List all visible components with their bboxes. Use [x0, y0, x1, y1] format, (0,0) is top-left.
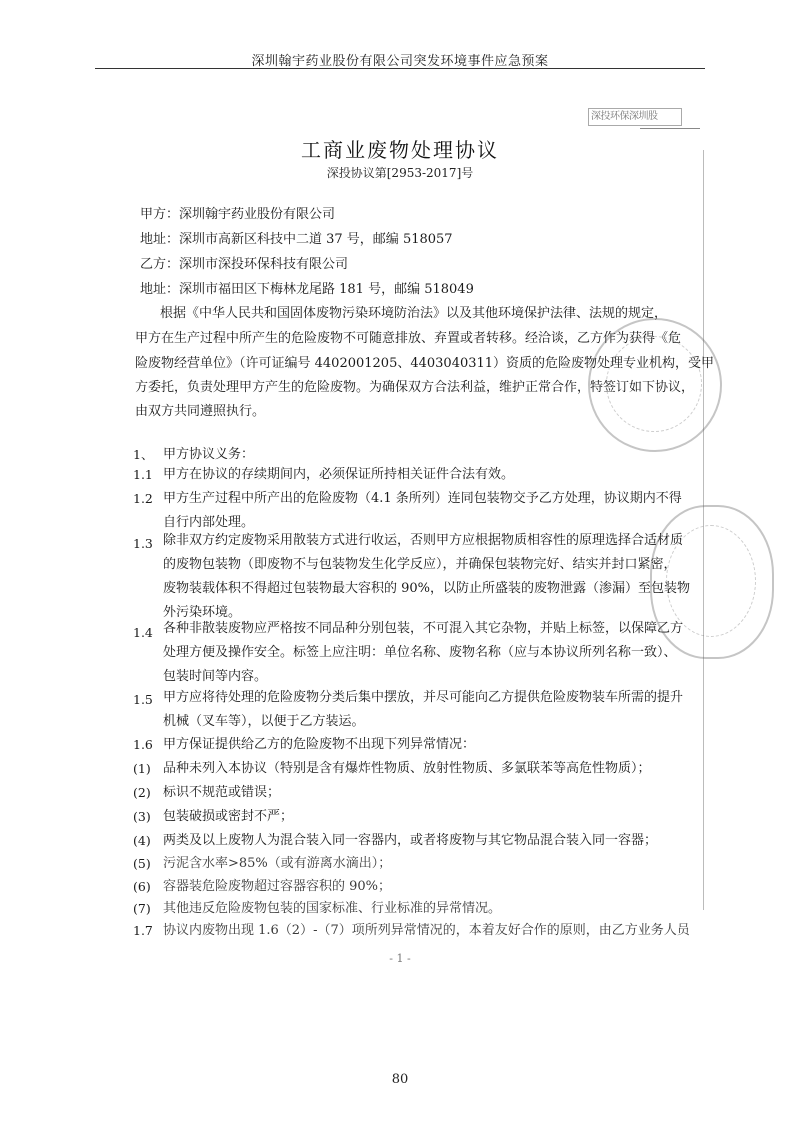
clause-line: 各种非散装废物应严格按不同品种分别包装，不可混入其它杂物，并贴上标签，以保障乙方 [163, 621, 684, 636]
abnormal-item: 容器装危险废物超过容器容积的 90%； [163, 879, 392, 894]
header-divider [95, 68, 705, 69]
clause-line: 自行内部处理。 [163, 515, 255, 530]
inner-page-mark: - 1 - [389, 952, 411, 965]
abnormal-number: (4) [133, 833, 151, 848]
abnormal-number: (7) [133, 901, 151, 916]
abnormal-number: (3) [133, 809, 151, 824]
clause-line: 包装时间等内容。 [163, 669, 268, 684]
clause-line: 除非双方约定废物采用散装方式进行收运，否则甲方应根据物质相容性的原理选择合适材质 [163, 533, 684, 548]
clause-line: 甲方生产过程中所产出的危险废物（4.1 条所列）连同包装物交予乙方处理，协议期内不得 [163, 491, 682, 506]
clause-number: 1.5 [133, 692, 153, 707]
clause-line: 甲方在协议的存续期间内，必须保证所持相关证件合法有效。 [163, 467, 515, 482]
intro-line: 根据《中华人民共和国固体废物污染环境防治法》以及其他环境保护法律、法规的规定， [160, 306, 668, 321]
abnormal-item: 品种未列入本协议（特别是含有爆炸性物质、放射性物质、多氯联苯等高危性物质）； [163, 761, 651, 776]
clause-line: 协议内废物出现 1.6（2）-（7）项所列异常情况的，本着友好合作的原则，由乙方业务人员 [163, 923, 690, 938]
abnormal-number: (1) [133, 761, 151, 776]
clause-line: 甲方应将待处理的危险废物分类后集中摆放，并尽可能向乙方提供危险废物装车所需的提升 [163, 690, 684, 705]
intro-line: 甲方在生产过程中所产生的危险废物不可随意排放、弃置或者转移。经洽谈，乙方作为获得《危 [135, 331, 682, 346]
clause-line: 废物装载体积不得超过包装物最大容积的 90%，以防止所盛装的废物泄露（渗漏）至包装物 [163, 581, 691, 596]
clause-line: 处理方便及操作安全。标签上应注明：单位名称、废物名称（应与本协议所列名称一致）、 [163, 645, 677, 660]
intro-line: 由双方共同遵照执行。 [135, 404, 266, 419]
abnormal-number: (2) [133, 785, 151, 800]
clause-number: 1.3 [133, 536, 153, 551]
party-a: 甲方：深圳翰宇药业股份有限公司 [140, 207, 336, 222]
clause-line: 外污染环境。 [163, 605, 242, 620]
clause-line: 机械（叉车等），以便于乙方装运。 [163, 714, 365, 729]
party-a-address: 地址：深圳市高新区科技中二道 37 号，邮编 518057 [140, 232, 453, 247]
abnormal-number: (6) [133, 879, 151, 894]
clause-number: 1.7 [133, 923, 153, 938]
agreement-number: 深投协议第[2953-2017]号 [326, 166, 474, 180]
page-number: 80 [391, 1072, 409, 1087]
frame-line [640, 128, 700, 129]
section-title: 甲方协议义务： [163, 447, 255, 462]
stamp-mark: 深投环保深圳股 [588, 108, 682, 126]
clause-line: 甲方保证提供给乙方的危险废物不出现下列异常情况： [163, 737, 476, 752]
scan-edge-line [703, 150, 704, 910]
section-number: 1、 [133, 447, 154, 462]
clause-number: 1.6 [133, 737, 153, 752]
party-b-address: 地址：深圳市福田区下梅林龙尾路 181 号，邮编 518049 [140, 282, 474, 297]
abnormal-item: 其他违反危险废物包装的国家标准、行业标准的异常情况。 [163, 901, 502, 916]
party-b: 乙方：深圳市深投环保科技有限公司 [140, 257, 349, 272]
agreement-title: 工商业废物处理协议 [301, 138, 499, 162]
abnormal-item: 标识不规范或错误； [163, 785, 281, 800]
clause-line: 的废物包装物（即废物不与包装物发生化学反应），并确保包装物完好、结实并封口紧密， [163, 557, 677, 572]
document-header-title: 深圳翰宇药业股份有限公司突发环境事件应急预案 [251, 54, 549, 69]
clause-number: 1.2 [133, 491, 153, 506]
clause-number: 1.1 [133, 467, 153, 482]
clause-number: 1.4 [133, 625, 153, 640]
intro-line: 险废物经营单位》（许可证编号 4402001205、4403040311）资质的危险废物处理专业机构，受甲 [135, 356, 715, 371]
abnormal-item: 包装破损或密封不严； [163, 809, 294, 824]
abnormal-item: 污泥含水率>85%（或有游离水滴出）； [163, 856, 392, 871]
intro-line: 方委托，负责处理甲方产生的危险废物。为确保双方合法利益，维护正常合作，特签订如下协议， [135, 380, 695, 395]
abnormal-number: (5) [133, 856, 151, 871]
abnormal-item: 两类及以上废物人为混合装入同一容器内，或者将废物与其它物品混合装入同一容器； [163, 833, 658, 848]
